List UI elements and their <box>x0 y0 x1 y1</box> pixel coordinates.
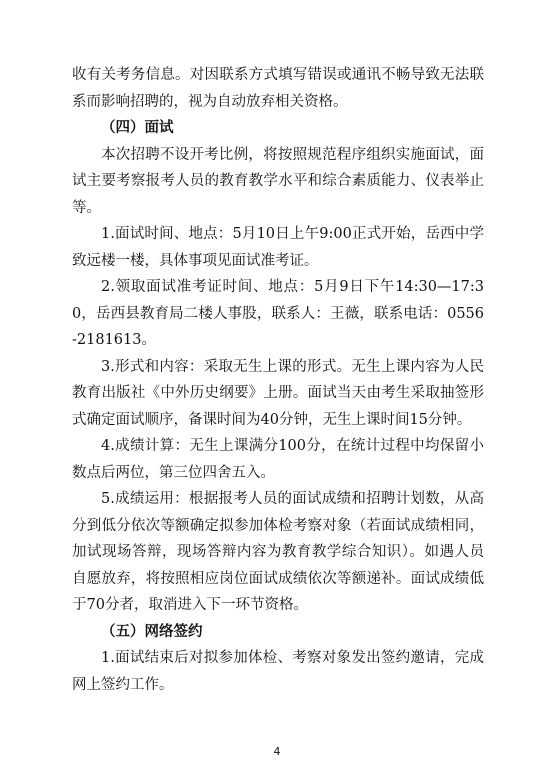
paragraph-interview-intro: 本次招聘不设开考比例，将按照规范程序组织实施面试，面试主要考察报考人员的教育教学水平和综合素质能力、仪表举止等。 <box>72 146 484 216</box>
paragraph-format-content: 3.形式和内容：采取无生上课的形式。无生上课内容为人民教育出版社《中外历史纲要》上册。面试当天由考生采取抽签形式确定面试顺序，备课时间为40分钟，无生上课时间15分钟。 <box>72 358 484 428</box>
section-heading-interview: （四）面试 <box>101 120 174 136</box>
paragraph-admission-ticket: 2.领取面试准考证时间、地点：5月9日下午14:30—17:30，岳西县教育局二楼人事股，联系人：王薇，联系电话：0556-2181613。 <box>72 279 484 348</box>
paragraph-contact-notice: 收有关考务信息。对因联系方式填写错误或通讯不畅导致无法联系而影响招聘的，视为自动放弃相关资格。 <box>72 67 484 110</box>
paragraph-score-usage: 5.成绩运用：根据报考人员的面试成绩和招聘计划数，从高分到低分依次等额确定拟参加体检考察对象（若面试成绩相同，加试现场答辩，现场答辩内容为教育教学综合知识）。如遇人员自愿放弃，将按照相应岗位面试成绩依次等额递补。面试成绩低于70分者，取消进入下一环节资格。 <box>72 491 484 613</box>
paragraph-score-calculation: 4.成绩计算：无生上课满分100分，在统计过程中均保留小数点后两位，第三位四舍五入。 <box>72 438 484 481</box>
section-heading-online-signing: （五）网络签约 <box>101 623 203 640</box>
paragraph-interview-time-place: 1.面试时间、地点：5月10日上午9:00正式开始，岳西中学致远楼一楼，具体事项见面试准考证。 <box>72 226 484 269</box>
paragraph-signing-invitation: 1.面试结束后对拟参加体检、考察对象发出签约邀请，完成网上签约工作。 <box>72 650 484 693</box>
page-number: 4 <box>273 745 281 758</box>
document-body <box>72 62 484 698</box>
